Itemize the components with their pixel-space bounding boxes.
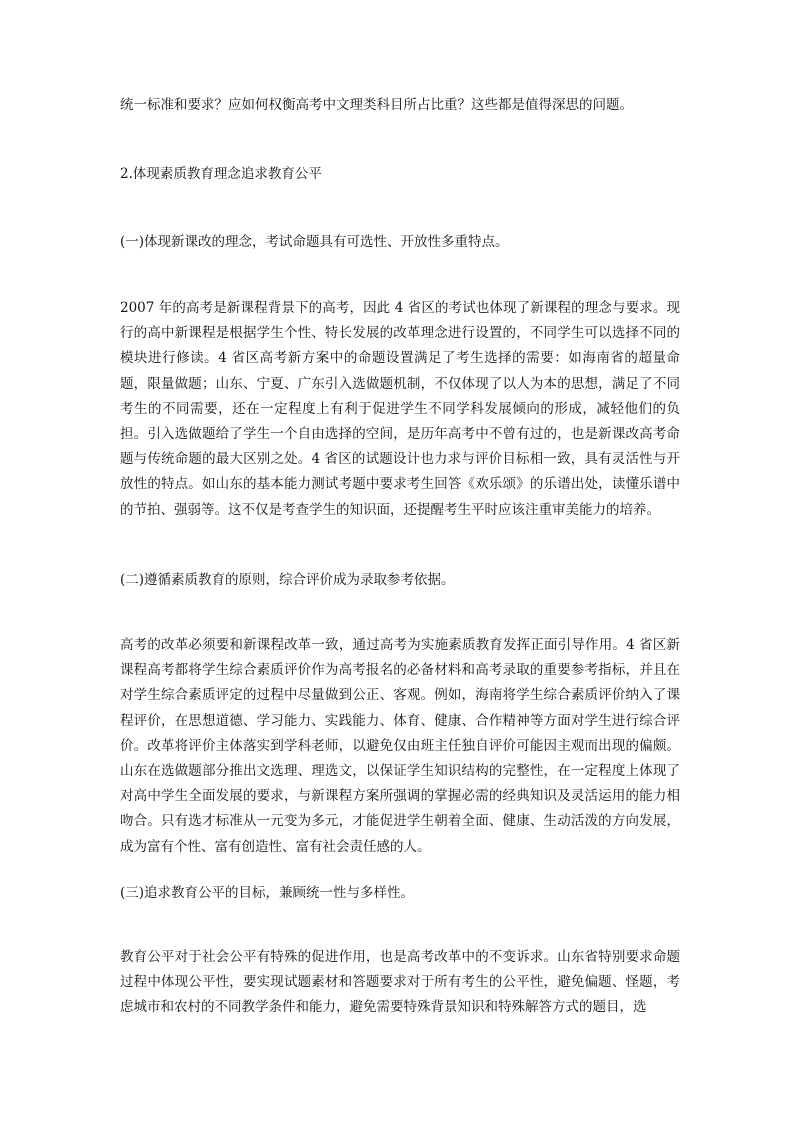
paragraph-3: 教育公平对于社会公平有特殊的促进作用，也是高考改革中的不变诉求。山东省特别要求命题过程中体现公平性，要实现试题素材和答题要求对于所有考生的公平性，避免偏题、怪题，考虑城市和农村的不同教学条件和能力，避免需要特殊背景知识和特殊解答方式的题目，选 — [120, 949, 680, 1016]
intro-line: 统一标准和要求？应如何权衡高考中文理类科目所占比重？这些都是值得深思的问题。 — [120, 97, 633, 113]
paragraph-2: 高考的改革必须要和新课程改革一致，通过高考为实施素质教育发挥正面引导作用。4 省区新课程高考都将学生综合素质评价作为高考报名的必备材料和高考录取的重要参考指标，并且在对学生综合素质评定的过程中尽量做到公正、客观。例如，海南将学生综合素质评价纳入了课程评价，在思想道德、学习能力、实践能力、体育、健康、合作精神等方面对学生进行综合评价。改革将评价主体落实到学科老师，以避免仅由班主任独自评价可能因主观而出现的偏颇。山东在选做题部分推出文选理、理选文，以保证学生知识结构的完整性，在一定程度上体现了对高中学生全面发展的要求，与新课程方案所强调的掌握必需的经典知识及灵活运用的能力相吻合。只有选才标准从一元变为多元，才能促进学生朝着全面、健康、生动活泼的方向发展，成为富有个性、富有创造性、富有社会责任感的人。 — [120, 637, 680, 855]
subsection-heading-2: (二)遵循素质教育的原则，综合评价成为录取参考依据。 — [120, 572, 455, 588]
subsection-heading-1: (一)体现新课改的理念，考试命题具有可选性、开放性多重特点。 — [120, 234, 509, 250]
paragraph-1: 2007 年的高考是新课程背景下的高考，因此 4 省区的考试也体现了新课程的理念与要求。现行的高中新课程是根据学生个性、特长发展的改革理念进行设置的，不同学生可以选择不同的模块进行修读。4 省区高考新方案中的命题设置满足了考生选择的需要：如海南省的超量命题，限量做题；山东、宁夏、广东引入选做题机制，不仅体现了以人为本的思想，满足了不同考生的不同需要，还在一定程度上有利于促进学生不同学科发展倾向的形成，减轻他们的负担。引入选做题给了学生一个自由选择的空间，是历年高考中不曾有过的，也是新课改高考命题与传统命题的最大区别之处。4 省区的试题设计也力求与评价目标相一致，具有灵活性与开放性的特点。如山东的基本能力测试考题中要求考生回答《欢乐颂》的乐谱出处，读懂乐谱中的节拍、强弱等。这不仅是考查学生的知识面，还提醒考生平时应该注重审美能力的培养。 — [120, 300, 680, 518]
section-heading: 2.体现素质教育理念追求教育公平 — [120, 166, 322, 182]
subsection-heading-3: (三)追求教育公平的目标，兼顾统一性与多样性。 — [120, 885, 415, 901]
